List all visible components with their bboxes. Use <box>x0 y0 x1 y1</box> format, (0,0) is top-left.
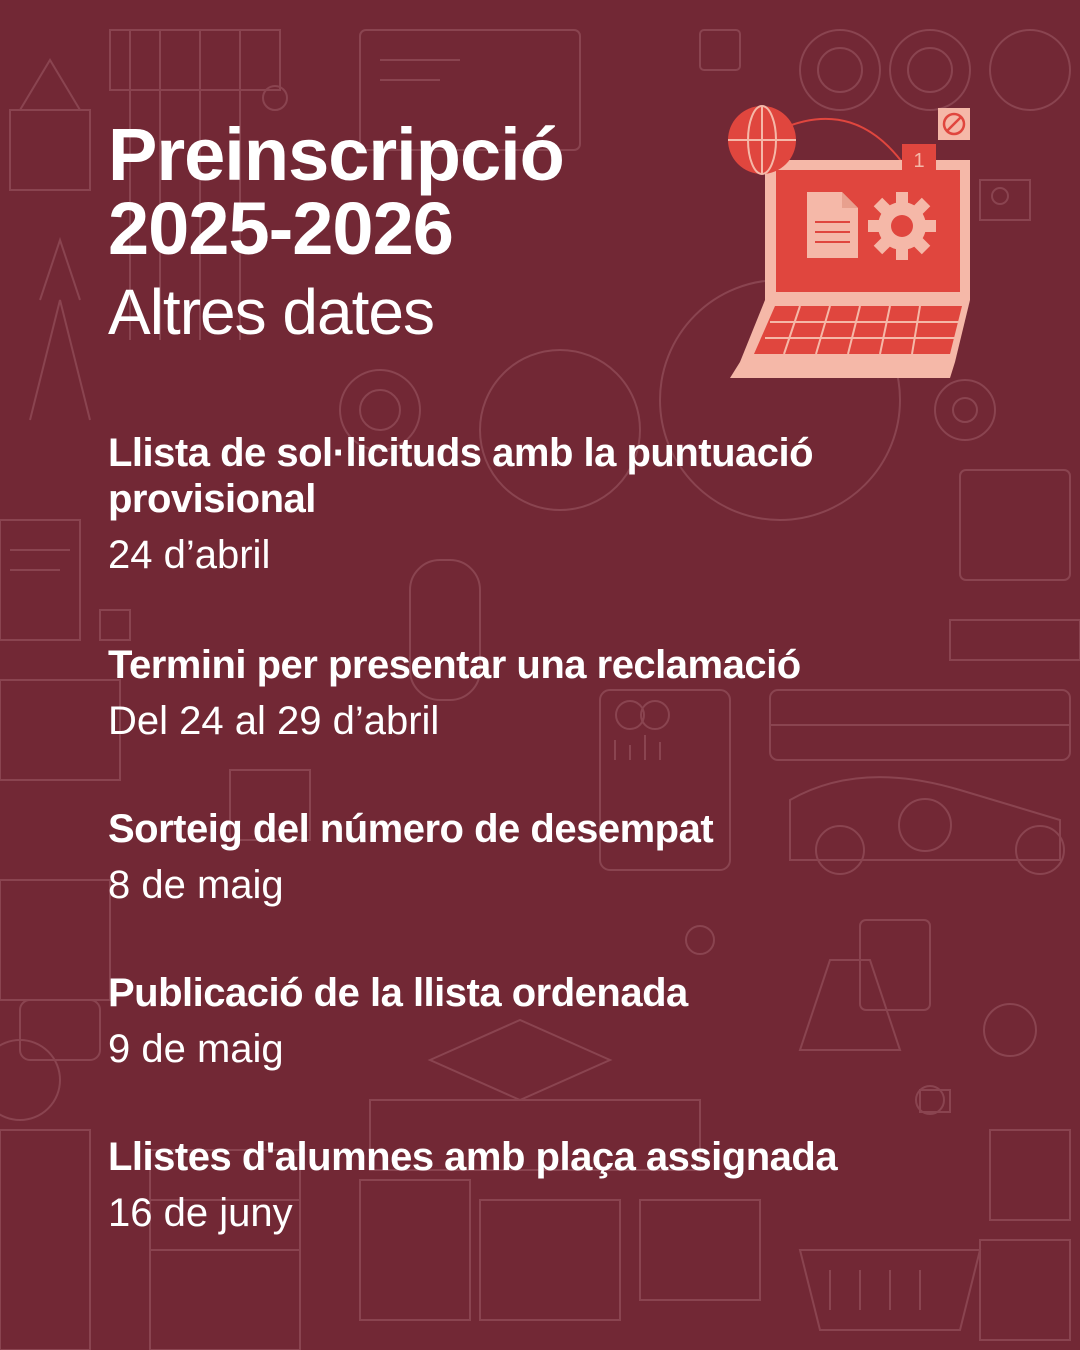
date-item-date: 8 de maig <box>108 863 284 907</box>
date-item <box>108 970 688 1074</box>
date-item-title: Termini per presentar una reclamació <box>108 643 801 687</box>
date-item-date: 16 de juny <box>108 1191 293 1235</box>
page-subtitle: Altres dates <box>108 276 434 348</box>
date-item <box>108 642 801 746</box>
date-item-date: 24 d’abril <box>108 533 271 577</box>
date-item <box>108 806 713 910</box>
date-item-title: Sorteig del número de desempat <box>108 807 714 851</box>
document-icon <box>807 192 858 258</box>
date-item <box>108 1134 837 1238</box>
date-item <box>108 430 968 580</box>
gear-icon <box>868 192 936 260</box>
date-item-title: Llistes d'alumnes amb plaça assignada <box>108 1135 838 1179</box>
notification-icon <box>902 144 936 174</box>
header <box>108 113 564 348</box>
page-title-line-1: Preinscripció <box>108 113 564 196</box>
blocked-icon <box>938 108 970 140</box>
page-title-line-2: 2025-2026 <box>108 187 453 270</box>
laptop-illustration <box>720 100 990 390</box>
date-item-date: Del 24 al 29 d’abril <box>108 699 440 743</box>
date-item-title: Llista de sol·licituds amb la puntuació provisional <box>108 431 814 521</box>
date-item-title: Publicació de la llista ordenada <box>108 971 688 1015</box>
date-item-date: 9 de maig <box>108 1027 284 1071</box>
globe-icon <box>728 106 796 174</box>
svg-text:1: 1 <box>913 150 925 172</box>
